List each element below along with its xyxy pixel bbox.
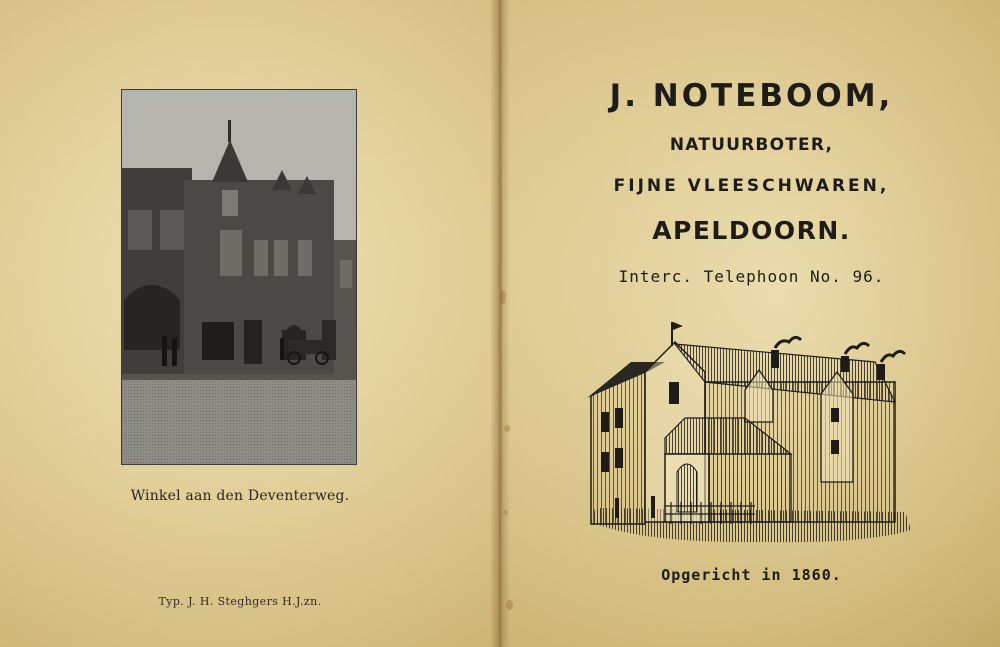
shop-photo [121,89,357,465]
city-name: APELDOORN. [652,216,851,245]
printer-credit: Typ. J. H. Steghgers H.J.zn. [158,595,322,608]
photo-caption: Winkel aan den Deventerweg. [130,488,350,504]
left-page [0,0,497,647]
telephone-number: Interc. Telephoon No. 96. [618,267,885,286]
product-line-butter: NATUURBOTER, [669,135,834,155]
founded-year: Opgericht in 1860. [661,566,842,584]
shop-building-icon [122,90,357,465]
company-name: J. NOTEBOOM, [609,78,894,114]
factory-engraving [585,312,915,548]
product-line-meats: FIJNE VLEESCHWAREN, [613,176,890,196]
right-page [503,0,1000,647]
factory-icon [585,312,915,548]
